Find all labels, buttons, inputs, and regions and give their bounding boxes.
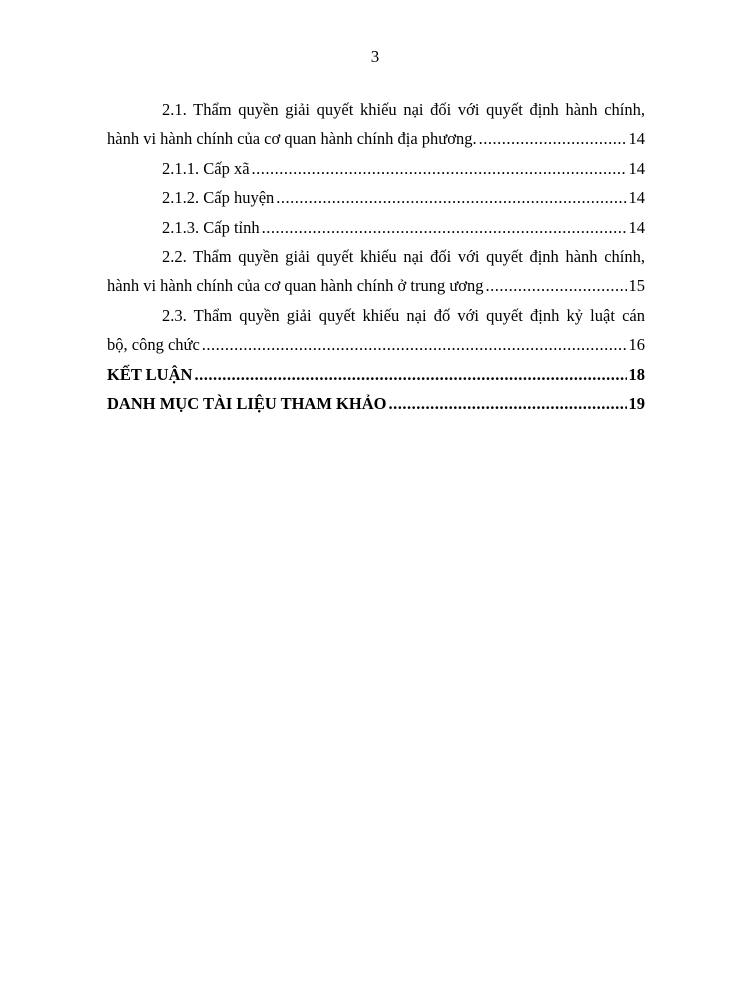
toc-entry-2-2-line2[interactable] bbox=[107, 271, 645, 300]
toc-leader-dots bbox=[388, 389, 626, 418]
toc-entry-text: KẾT LUẬN bbox=[107, 364, 193, 384]
toc-entry-2-1-line2[interactable] bbox=[107, 124, 645, 153]
toc-entry-ket-luan[interactable] bbox=[107, 360, 645, 389]
toc-entry-text: 2.1.3. Cấp tỉnh bbox=[162, 217, 260, 237]
toc-leader-dots bbox=[262, 213, 627, 242]
toc-leader-dots bbox=[479, 124, 627, 153]
toc-leader-dots bbox=[486, 271, 627, 300]
toc-page-number: 14 bbox=[628, 129, 645, 149]
toc-entry-danh-muc[interactable] bbox=[107, 389, 645, 418]
toc-entry-text: 2.1.1. Cấp xã bbox=[162, 158, 250, 178]
toc-page-number: 18 bbox=[628, 364, 645, 384]
toc-entry-text: hành vi hành chính của cơ quan hành chính địa phương. bbox=[107, 129, 477, 149]
toc-entry-2-1-3[interactable] bbox=[107, 213, 645, 242]
toc-leader-dots bbox=[194, 360, 626, 389]
toc-entry-text: DANH MỤC TÀI LIỆU THAM KHẢO bbox=[107, 393, 387, 413]
toc-leader-dots bbox=[276, 183, 626, 212]
page-number: 3 bbox=[370, 47, 380, 66]
toc-page-number: 15 bbox=[628, 276, 645, 296]
toc-entry-2-1-line1[interactable]: 2.1. Thẩm quyền giải quyết khiếu nại đối với quyết định hành chính, bbox=[162, 100, 645, 119]
toc-leader-dots bbox=[252, 154, 627, 183]
toc-entry-text: 2.1.2. Cấp huyện bbox=[162, 188, 275, 208]
toc-page-number: 16 bbox=[628, 335, 645, 355]
toc-entry-2-2-line1[interactable]: 2.2. Thẩm quyền giải quyết khiếu nại đối với quyết định hành chính, bbox=[162, 246, 645, 266]
toc-entry-text: bộ, công chức bbox=[107, 335, 200, 355]
toc-entry-2-1-2[interactable] bbox=[107, 183, 645, 212]
toc-entry-2-3-line1[interactable]: 2.3. Thẩm quyền giải quyết khiếu nại đố với quyết định kỷ luật cán bbox=[162, 305, 645, 325]
toc-leader-dots bbox=[202, 330, 627, 359]
toc-page-number: 14 bbox=[628, 158, 645, 178]
table-of-contents bbox=[107, 95, 645, 418]
toc-entry-2-1-1[interactable] bbox=[107, 154, 645, 183]
toc-page-number: 14 bbox=[628, 188, 645, 208]
toc-page-number: 19 bbox=[628, 393, 645, 413]
toc-entry-2-3-line2[interactable] bbox=[107, 330, 645, 359]
toc-page-number: 14 bbox=[628, 217, 645, 237]
toc-entry-text: hành vi hành chính của cơ quan hành chính ở trung ương bbox=[107, 276, 484, 296]
